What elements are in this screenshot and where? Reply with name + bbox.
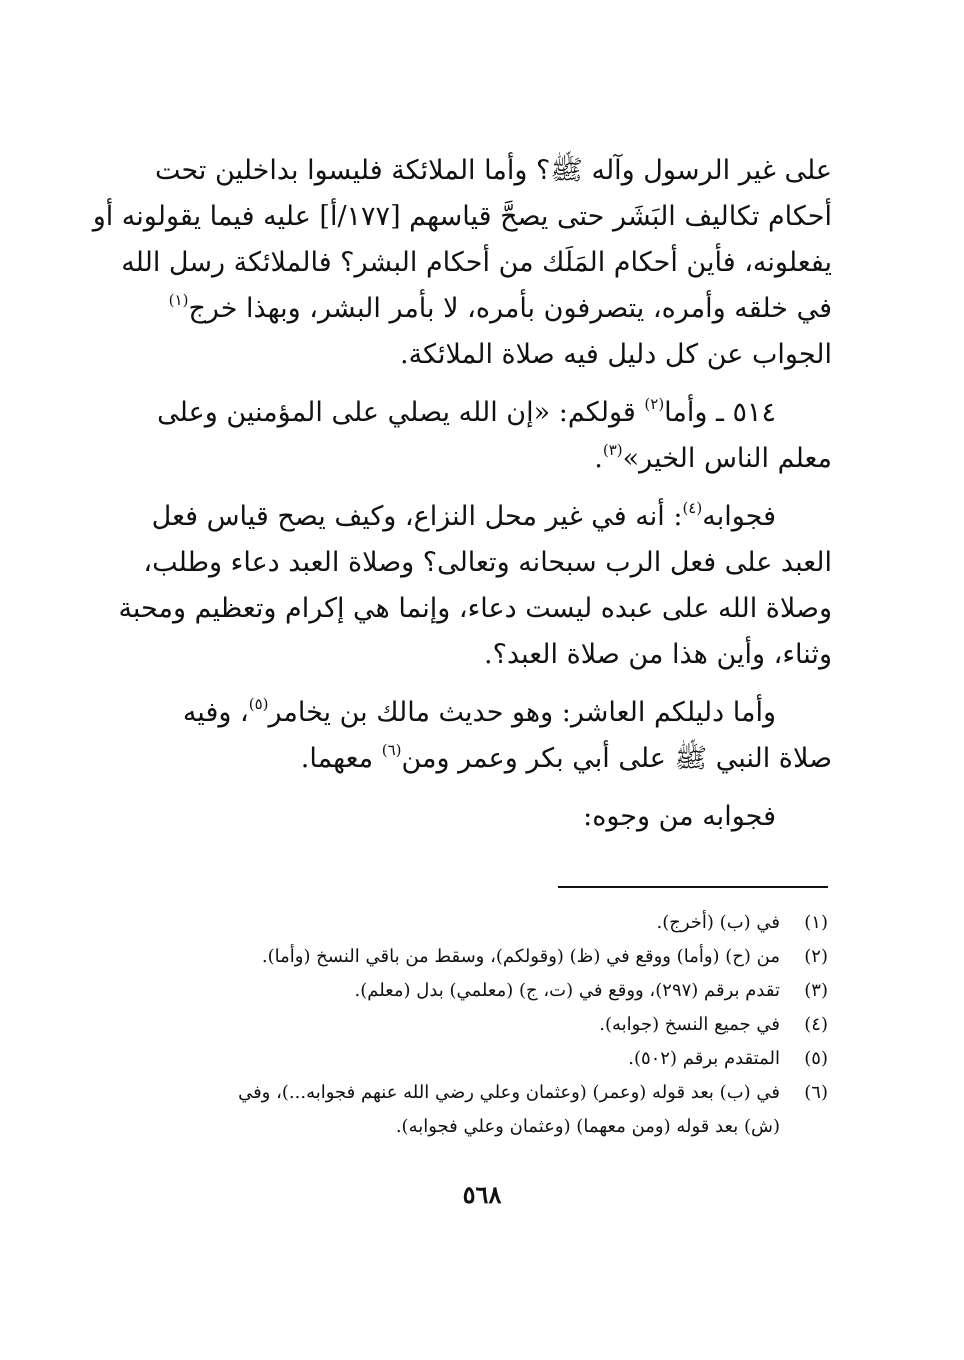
text-line: الجواب عن كل دليل فيه صلاة الملائكة. xyxy=(400,339,832,370)
footnote-ref-5[interactable]: (٥) xyxy=(248,695,269,713)
footnote-line: من (ح) (وأما) ووقع في (ظ) (وقولكم)، وسقط من باقي النسخ (وأما). xyxy=(261,946,780,967)
footnotes xyxy=(132,906,828,1144)
footnote-text xyxy=(132,1042,780,1076)
footnote-text xyxy=(132,974,780,1008)
footnote-number: (٢) xyxy=(804,946,828,967)
footnote-divider xyxy=(558,886,828,888)
text-line xyxy=(132,436,832,482)
footnote-number: (١) xyxy=(804,912,828,933)
footnote-6 xyxy=(132,1076,828,1144)
paragraph-answer-aspects xyxy=(132,794,832,840)
text-segment: وأما دليلكم العاشر: وهو حديث مالك بن يخامر xyxy=(268,697,776,728)
footnote-3 xyxy=(132,974,828,1008)
footnote-number: (٣) xyxy=(804,980,828,1001)
page-number: ٥٦٨ xyxy=(462,1180,502,1209)
footnote-text xyxy=(132,940,780,974)
paragraph-tenth-evidence xyxy=(132,690,832,782)
footnote-2 xyxy=(132,940,828,974)
footnote-number: (٥) xyxy=(804,1048,828,1069)
footnote-4 xyxy=(132,1008,828,1042)
text-segment: معلم الناس الخير» xyxy=(622,443,832,474)
footnote-line: تقدم برقم (٢٩٧)، ووقع في (ت، ج) (معلمي) بدل (معلم). xyxy=(354,980,780,1001)
footnote-5 xyxy=(132,1042,828,1076)
footnote-number: (٤) xyxy=(804,1014,828,1035)
text-segment: : أنه في غير محل النزاع، وكيف يصح قياس فعل xyxy=(151,501,683,532)
text-line xyxy=(132,286,832,332)
paragraph-angels xyxy=(92,148,832,378)
footnote-text xyxy=(132,906,780,940)
footnote-ref-3[interactable]: (٣) xyxy=(602,441,623,459)
text-segment: ٥١٤ ـ وأما xyxy=(664,397,776,428)
text-line: العبد على فعل الرب سبحانه وتعالى؟ وصلاة العبد دعاء وطلب، xyxy=(143,547,832,578)
text-line xyxy=(132,690,832,736)
paragraph-answer xyxy=(118,494,832,678)
text-segment: قولكم: «إن الله يصلي على المؤمنين وعلى xyxy=(157,397,645,428)
text-line: وثناء، وأين هذا من صلاة العبد؟. xyxy=(484,639,832,670)
footnote-text xyxy=(132,1008,780,1042)
text-line: أحكام تكاليف البَشَر حتى يصحَّ قياسهم [١٧٧/أ] عليه فيما يقولونه أو xyxy=(92,201,832,232)
footnote-ref-6[interactable]: (٦) xyxy=(381,741,402,759)
text-segment: ، وفيه xyxy=(182,697,249,728)
footnote-line: في (ب) (أخرج). xyxy=(656,912,780,933)
text-line xyxy=(132,736,832,782)
footnote-line: في (ب) بعد قوله (وعمر) (وعثمان وعلي رضي الله عنهم فجوابه...)، وفي xyxy=(238,1082,780,1103)
text-segment: معهما. xyxy=(300,743,382,774)
footnote-ref-2[interactable]: (٢) xyxy=(644,395,665,413)
text-segment: فجوابه xyxy=(702,501,776,532)
footnote-number: (٦) xyxy=(804,1082,828,1103)
text-segment: . xyxy=(594,443,603,474)
text-segment: صلاة النبي ﷺ على أبي بكر وعمر ومن xyxy=(401,743,832,774)
text-line xyxy=(132,494,832,540)
footnote-ref-4[interactable]: (٤) xyxy=(682,499,703,517)
footnote-ref-1[interactable]: (١) xyxy=(168,291,189,309)
text-line: فجوابه من وجوه: xyxy=(583,801,776,832)
footnote-text xyxy=(132,1076,780,1144)
footnote-1 xyxy=(132,906,828,940)
paragraph-514 xyxy=(132,390,832,482)
text-line: يفعلونه، فأين أحكام المَلَك من أحكام البشر؟ فالملائكة رسل الله xyxy=(121,247,832,278)
footnote-line: المتقدم برقم (٥٠٢). xyxy=(628,1048,780,1069)
text-line: على غير الرسول وآله ﷺ؟ وأما الملائكة فليسوا بداخلين تحت xyxy=(154,155,832,186)
text-segment: في خلقه وأمره، يتصرفون بأمره، لا بأمر البشر، وبهذا خرج xyxy=(188,293,832,324)
text-line: وصلاة الله على عبده ليست دعاء، وإنما هي إكرام وتعظيم ومحبة xyxy=(118,593,832,624)
footnote-line: في جميع النسخ (جوابه). xyxy=(599,1014,780,1035)
footnote-line: (ش) بعد قوله (ومن معهما) (وعثمان وعلي فجوابه). xyxy=(395,1116,780,1137)
text-line xyxy=(132,390,832,436)
